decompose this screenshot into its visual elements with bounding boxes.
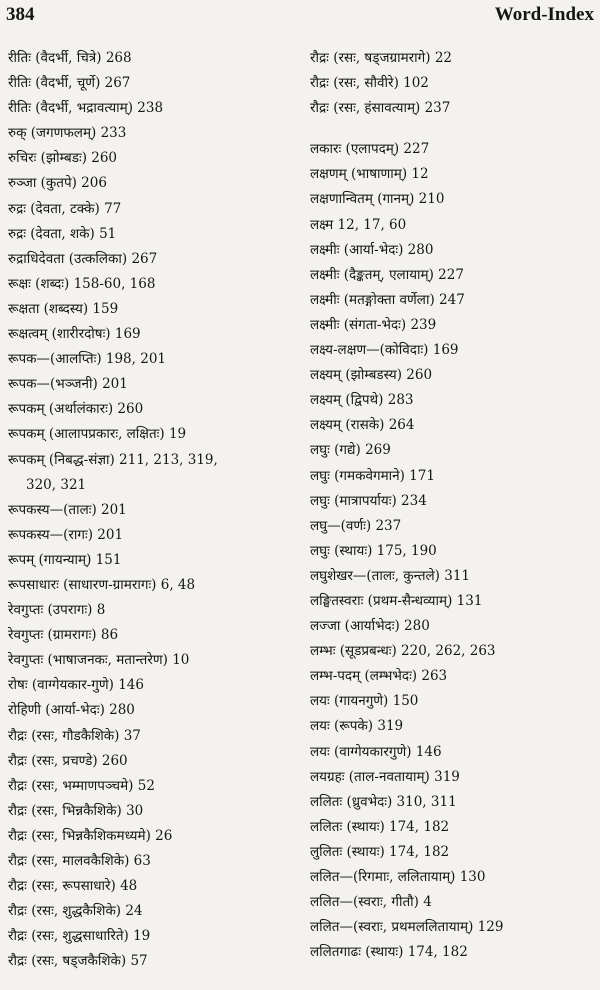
index-entry: लघुः (मात्रापर्यायः) 234 [310,492,427,509]
index-entry: रूपकम् (अर्थालंकारः) 260 [8,401,144,418]
page-number: 384 [6,4,35,25]
index-entry: रौद्रः (रसः, गौडकैशिके) 37 [8,727,141,744]
index-entry: लघु—(वर्णः) 237 [310,517,402,534]
index-entry: ललित—(रिगमाः, ललितायाम्) 130 [310,869,486,885]
index-column-right [310,46,598,984]
index-entry: लज्जा (आर्याभेदः) 280 [310,618,430,635]
section-gap [310,121,598,137]
index-entry: लक्षणान्वितम् (गानम्) 210 [310,191,445,208]
index-entry: रौद्रः (रसः, रूपसाधारे) 48 [8,878,138,895]
index-entry: लक्ष्मीः (संगता-भेदः) 239 [310,316,437,333]
index-entry: रुञ्जा (कुतपे) 206 [8,175,107,192]
index-entry: लघुः (स्थायः) 175, 190 [310,542,437,559]
index-entry: लक्ष्यम् (द्विपथे) 283 [310,392,414,409]
index-entry: लक्ष्यम् (झोम्बडस्य) 260 [310,367,433,384]
index-entry: रौद्रः (रसः, षड्जग्रामरागे) 22 [310,50,453,66]
index-entry: रेवगुप्तः (ग्रामरागः) 86 [8,627,119,644]
page-header [6,2,594,28]
index-entry: रूपक—(भञ्जनी) 201 [8,376,128,393]
index-entry: रौद्रः (रसः, सौवीरे) 102 [310,75,429,92]
index-entry: लङ्घितस्वराः (प्रथम-सैन्धव्याम्) 131 [310,592,483,609]
index-entry: लयः (रूपके) 319 [310,718,404,735]
index-column-left [8,46,300,984]
index-entry: रूपकस्य—(रागः) 201 [8,526,124,543]
running-title: Word-Index [494,4,594,25]
index-entry: रूक्षः (शब्दः) 158-60, 168 [8,275,156,292]
index-entry: ललित—(स्वराः, गीतौ) 4 [310,894,432,911]
index-entry: रौद्रः (रसः, भिन्नकैशिकमध्यमे) 26 [8,827,173,844]
index-entry: रौद्रः (रसः, षड्जकैशिके) 57 [8,953,148,970]
index-entry: लयग्रहः (ताल-नवतायाम्) 319 [310,768,460,785]
index-entry: रूपकम् (आलापप्रकारः, लक्षितः) 19 [8,426,187,443]
index-entry: लक्ष्मीः (दैङ्कतम्, एलायाम्) 227 [310,266,464,283]
index-entry: रुक् (जगणफलम्) 233 [8,125,127,142]
index-entry: लम्भ-पदम् (लम्भभेदः) 263 [310,668,448,685]
index-entry: रीतिः (वैदर्भी, भद्रावत्याम्) 238 [8,100,164,117]
index-entry: लघुः (गमकवेगमाने) 171 [310,467,435,484]
index-entry: रेवगुप्तः (उपरागः) 8 [8,602,106,619]
index-entry: रूक्षता (शब्दस्य) 159 [8,300,119,317]
index-entry: लयः (गायनगुणे) 150 [310,693,419,710]
index-entry: लयः (वाग्गेयकारगुणे) 146 [310,743,442,760]
index-entry: रूपसाधारः (साधारण-ग्रामरागः) 6, 48 [8,576,196,593]
index-entry: रूपकम् (निबद्ध-संज्ञा) 211, 213, 319, [8,451,218,468]
index-entry: 320, 321 [26,476,87,493]
index-entry: रौद्रः (रसः, प्रचण्डे) 260 [8,752,128,769]
index-entry: रौद्रः (रसः, भिन्नकैशिके) 30 [8,802,144,819]
index-entry: रूक्षत्वम् (शारीरदोषः) 169 [8,326,141,343]
index-entry: रूपकस्य—(तालः) 201 [8,501,127,518]
index-entry: रुद्रः (देवता, शके) 51 [8,225,117,242]
index-entry: लक्ष्मीः (आर्या-भेदः) 280 [310,241,434,258]
index-entry: रौद्रः (रसः, मालवकैशिके) 63 [8,853,151,869]
index-entry: रौद्रः (रसः, हंसावत्याम्) 237 [310,100,451,117]
index-entry: रूपक—(आलप्तिः) 198, 201 [8,351,166,368]
index-entry: लक्ष्म 12, 17, 60 [310,216,407,233]
index-entry: रीतिः (वैदर्भी, चूर्णे) 267 [8,75,131,92]
index-entry: रौद्रः (रसः, शुद्धकैशिके) 24 [8,903,143,920]
index-entry: लघुशेखर—(तालः, कुन्तले) 311 [310,567,470,584]
index-entry: रुद्रः (देवता, टक्के) 77 [8,200,122,217]
index-entry: ललित—(स्वराः, प्रथमललितायाम्) 129 [310,919,504,936]
index-entry: लक्ष्यम् (रासके) 264 [310,417,415,434]
index-entry: रेवगुप्तः (भाषाजनकः, मतान्तरेण) 10 [8,652,190,669]
index-entry: लक्षणम् (भाषाणाम्) 12 [310,166,429,183]
index-entry: रुचिरः (झोम्बडः) 260 [8,150,118,167]
index-entry: लघुः (गद्ये) 269 [310,442,391,459]
index-entry: रौद्रः (रसः, शुद्धसाधारिते) 19 [8,928,151,945]
index-entry: रोहिणी (आर्या-भेदः) 280 [8,702,135,719]
index-entry: लक्ष्मीः (मतङ्गोक्ता वर्णेला) 247 [310,291,465,308]
index-entry: रोषः (वाग्गेयकार-गुणे) 146 [8,677,144,694]
index-entry: लकारः (एलापदम्) 227 [310,141,430,158]
index-entry: ललितः (स्थायः) 174, 182 [310,818,450,835]
index-entry: ललितः (ध्रुवभेदः) 310, 311 [310,793,457,810]
index-entry: रौद्रः (रसः, भम्माणपञ्चमे) 52 [8,777,155,794]
index-entry: रीतिः (वैदर्भी, चित्रे) 268 [8,50,132,66]
index-entry: ललितगाढः (स्थायः) 174, 182 [310,944,468,961]
index-entry: लम्भः (सूडप्रबन्धः) 220, 262, 263 [310,643,496,660]
index-entry: लक्ष्य-लक्षण—(कोविदाः) 169 [310,342,459,359]
index-entry: रूपम् (गायन्याम्) 151 [8,551,122,568]
index-entry: लुलितः (स्थायः) 174, 182 [310,843,450,860]
index-entry: रुद्राधिदेवता (उत्कलिका) 267 [8,250,158,267]
